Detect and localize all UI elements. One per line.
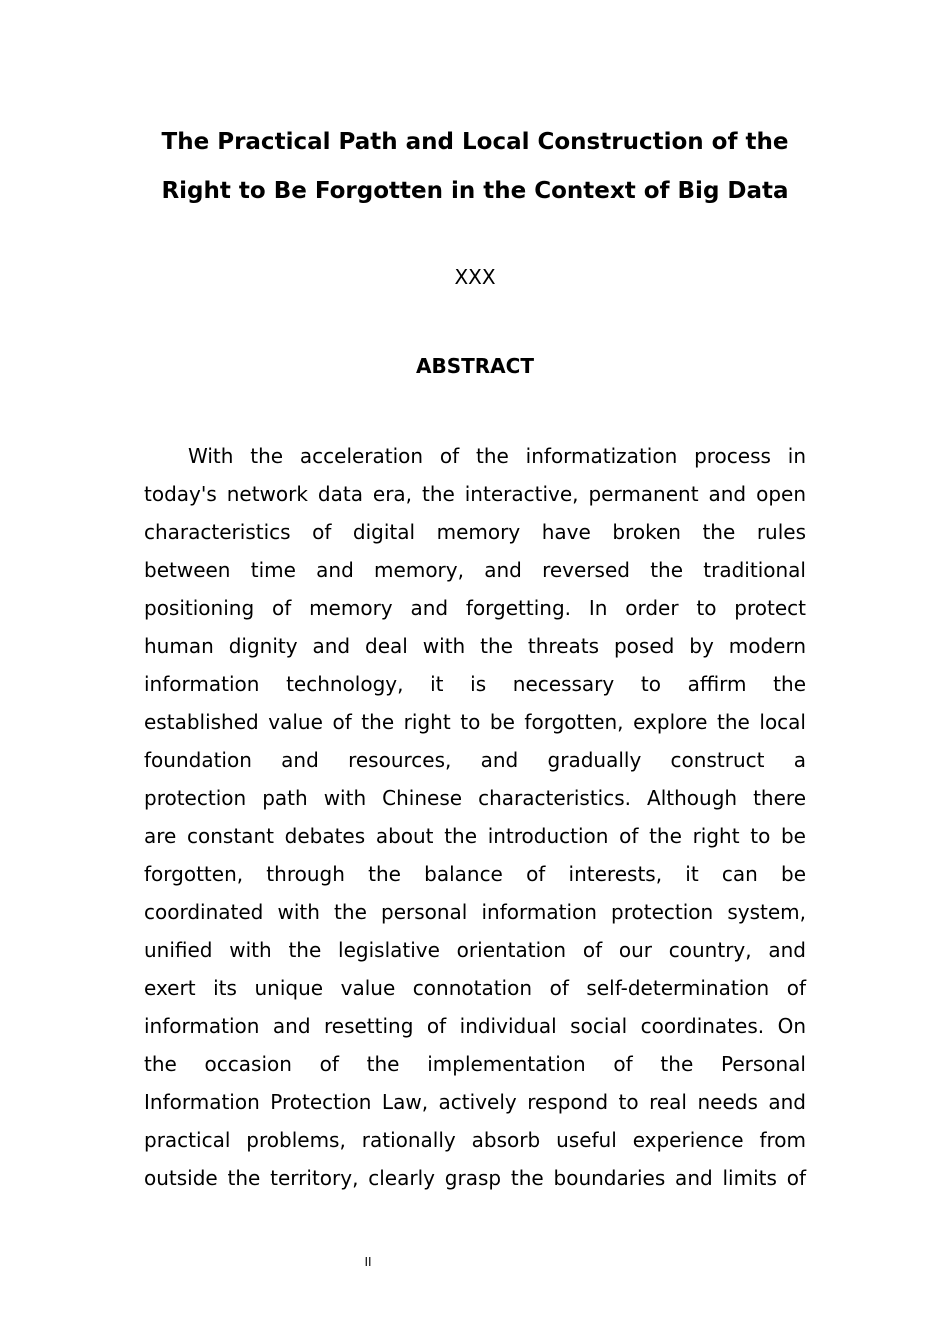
abstract-line: forgotten, through the balance of interests, it can be	[144, 862, 806, 886]
abstract-line: Information Protection Law, actively respond to real needs and	[144, 1090, 806, 1114]
page-number: II	[364, 1255, 372, 1269]
abstract-line: protection path with Chinese characteristics. Although there	[144, 786, 806, 810]
abstract-line: the occasion of the implementation of the Personal	[144, 1052, 806, 1076]
abstract-line: positioning of memory and forgetting. In order to protect	[144, 596, 806, 620]
abstract-line: today's network data era, the interactive, permanent and open	[144, 482, 806, 506]
abstract-line: foundation and resources, and gradually construct a	[144, 748, 806, 772]
abstract-line: human dignity and deal with the threats posed by modern	[144, 634, 806, 658]
abstract-line: practical problems, rationally absorb useful experience from	[144, 1128, 806, 1152]
abstract-line: coordinated with the personal information protection system,	[144, 900, 806, 924]
abstract-line: information technology, it is necessary to affirm the	[144, 672, 806, 696]
abstract-line: With the acceleration of the informatization process in	[188, 444, 806, 468]
author-name: XXX	[454, 265, 496, 289]
abstract-line: exert its unique value connotation of self-determination of	[144, 976, 806, 1000]
paper-title	[144, 118, 806, 216]
abstract-body	[144, 437, 806, 1197]
abstract-line: characteristics of digital memory have broken the rules	[144, 520, 806, 544]
title-line: Right to Be Forgotten in the Context of Big Data	[161, 178, 789, 204]
abstract-line: established value of the right to be forgotten, explore the local	[144, 710, 806, 734]
title-line: The Practical Path and Local Construction of the	[161, 129, 789, 155]
abstract-line: unified with the legislative orientation of our country, and	[144, 938, 806, 962]
abstract-heading: ABSTRACT	[416, 354, 534, 378]
abstract-line: information and resetting of individual social coordinates. On	[144, 1014, 806, 1038]
abstract-line: outside the territory, clearly grasp the boundaries and limits of	[144, 1166, 806, 1190]
abstract-line: are constant debates about the introduction of the right to be	[144, 824, 806, 848]
abstract-line: between time and memory, and reversed the traditional	[144, 558, 806, 582]
